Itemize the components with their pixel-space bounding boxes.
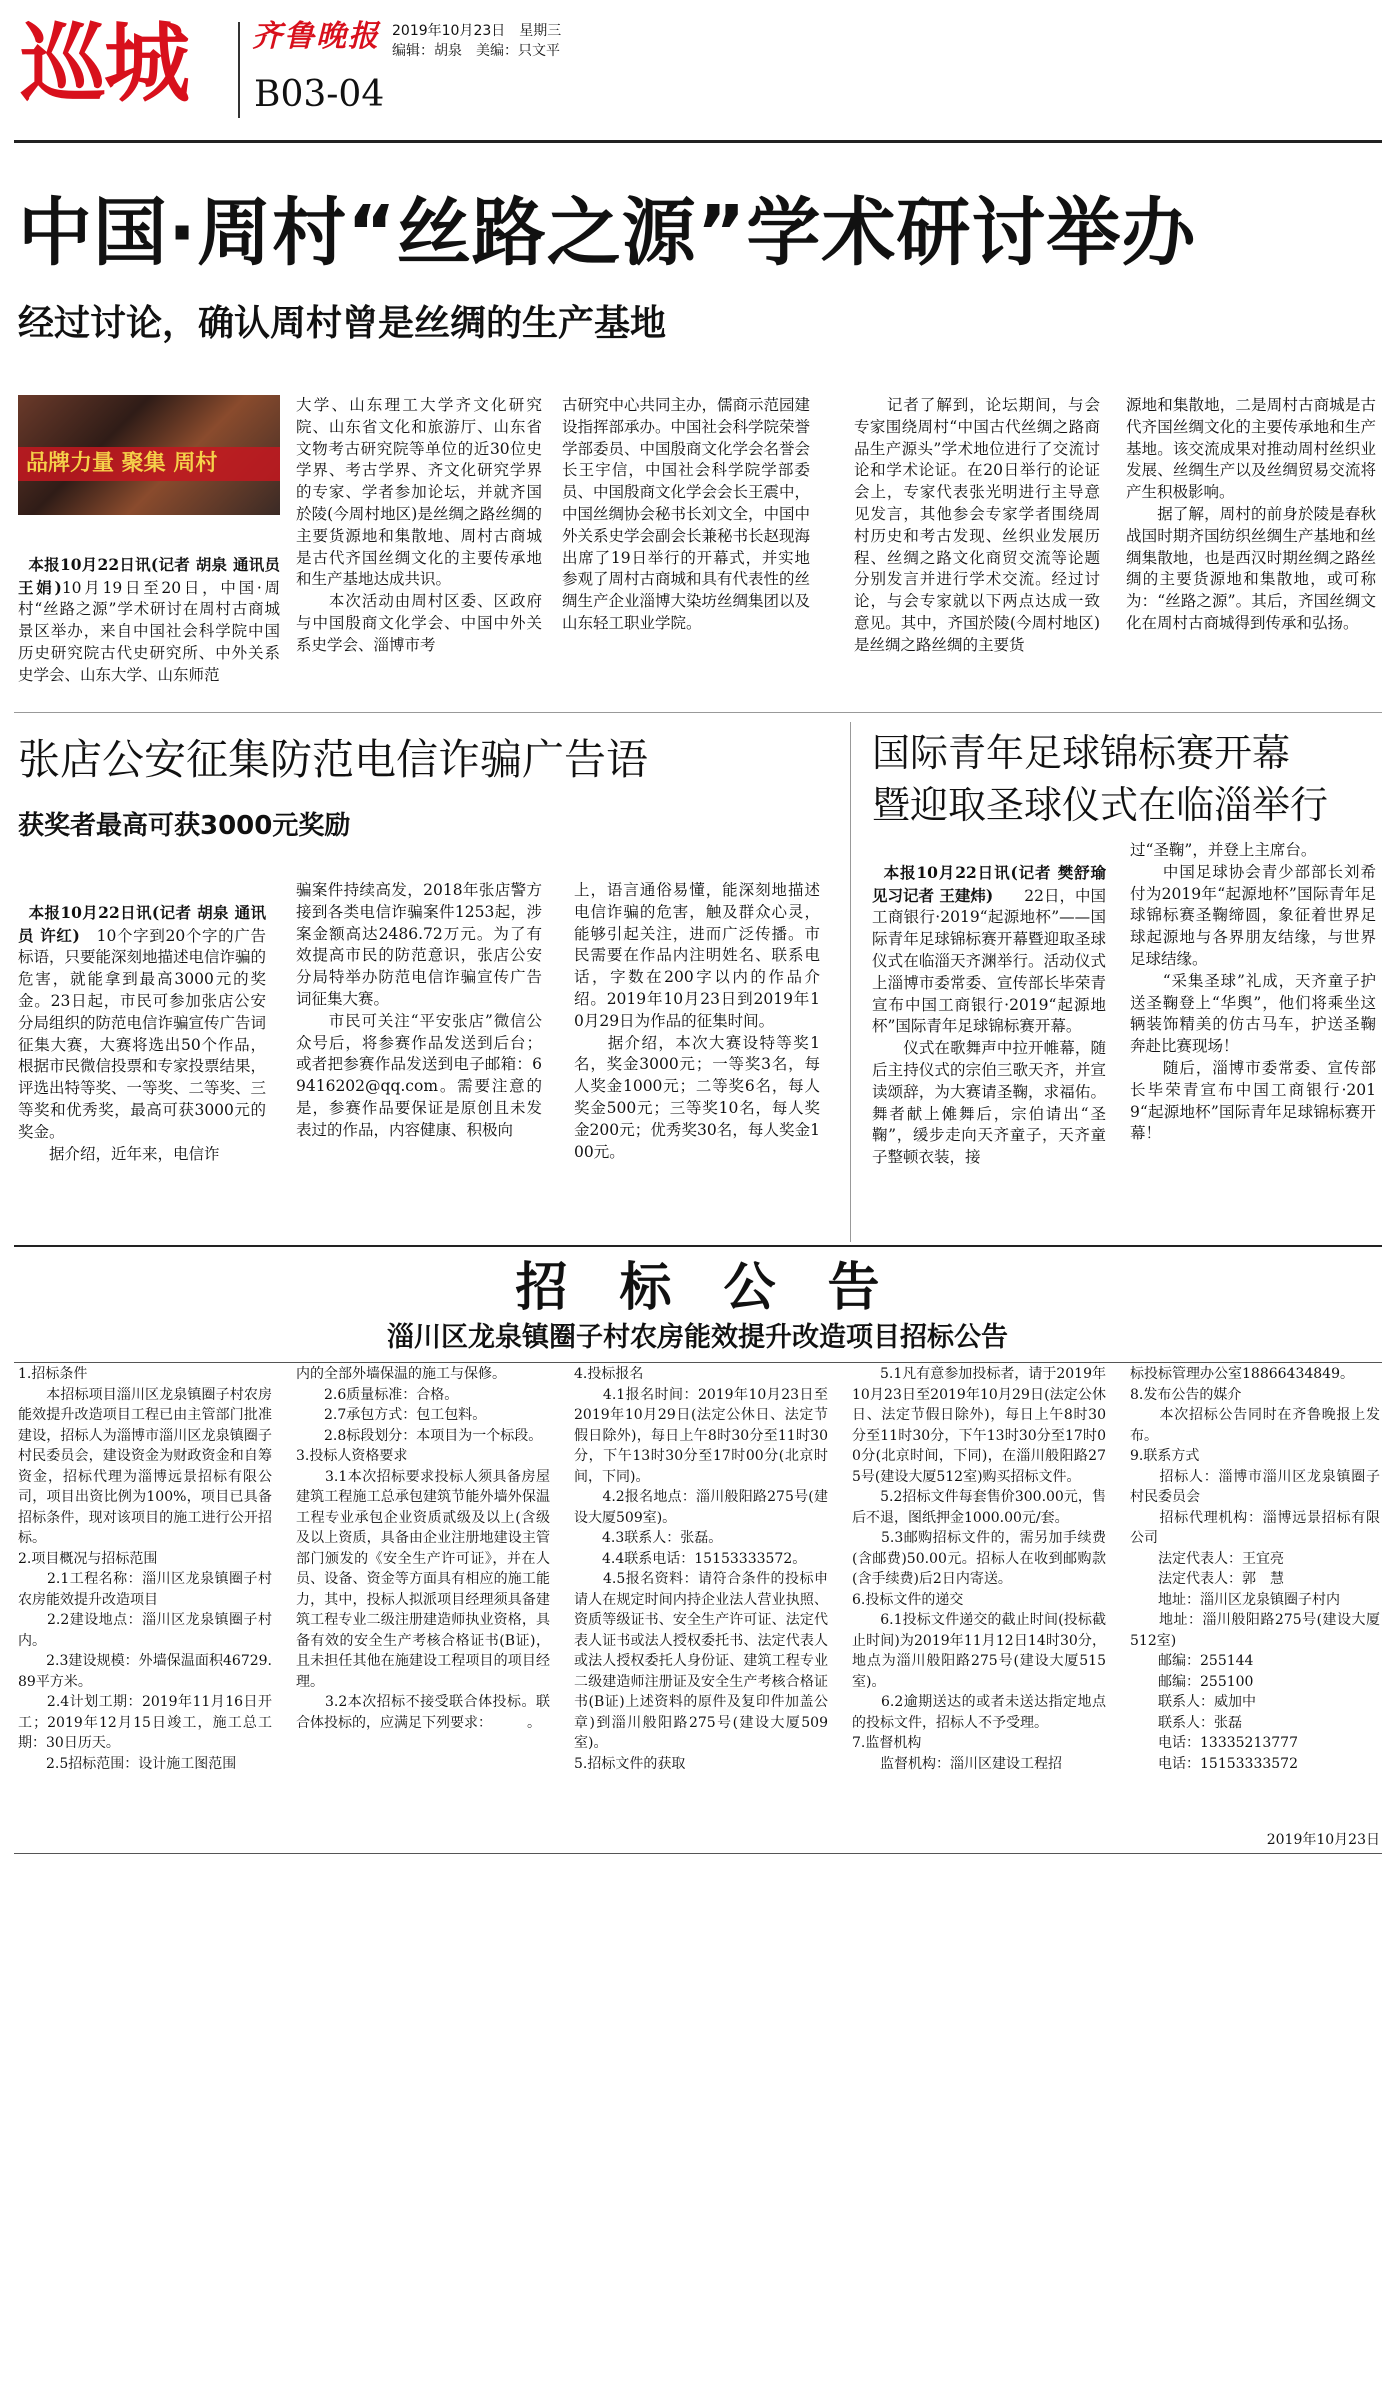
masthead — [0, 0, 1395, 140]
section-title: 巡城 — [20, 14, 188, 114]
tender-column-5: 标投标管理办公室18866434849。 8.发布公告的媒介 本次招标公告同时在齐鲁晚报上发布。 9.联系方式 招标人：淄博市淄川区龙泉镇圈子村民委员会 招标代理机构：淄博远景招标有限公司 法定代表人：王宜亮 法定代表人：郭 慧 地址：淄川区龙泉镇圈子村内 地址：淄川般阳路275号(建设大厦512室) 邮编：255144 邮编：255100 联系人：威加中 联系人：张磊 电话：13335213777 电话：15153333572 — [1130, 1366, 1380, 1772]
tender-column-4: 5.1凡有意参加投标者，请于2019年10月23日至2019年10月29日(法定公休日、法定节假日除外)，每日上午8时30分至11时30分，下午13时30分至17时00分(北京时间，下同)，在淄川般阳路275号(建设大厦512室)购买招标文件。 5.2招标文件每套售价300.00元，售后不退，图纸押金1000.00元/套。 5.3邮购招标文件的，需另加手续费(含邮费)50.00元。招标人在收到邮购款(含手续费)后2日内寄送。 6.投标文件的递交 6.1投标文件递交的截止时间(投标截止时间)为2019年11月12日14时30分，地点为淄川般阳路275号(建设大厦515室)。 6.2逾期送达的或者未送达指定地点的投标文件，招标人不予受理。 7.监督机构 监督机构：淄川区建设工程招 — [852, 1366, 1106, 1772]
article3-byline: 本报10月22日讯(记者 樊舒瑜 见习记者 王建炜) — [872, 862, 1112, 905]
article2-column-3: 上，语言通俗易懂，能深刻地描述电信诈骗的危害，触及群众心灵，能够引起关注，进而广泛传播。市民需要在作品内注明姓名、联系电话，字数在200字以内的作品介绍。2019年10月23日到2019年10月29日为作品的征集时间。 据介绍，本次大赛设特等奖1名，奖金3000元；一等奖3名，每人奖金1000元；二等奖6名，每人奖金500元；三等奖10名，每人奖金200元；优秀奖30名，每人奖金100元。 — [574, 881, 820, 1161]
tender-bottom-rule — [14, 1853, 1382, 1854]
article3-column-2: 过“圣鞠”，并登上主席台。 中国足球协会青少部部长刘希付为2019年“起源地杯”国际青年足球锦标赛圣鞠缔圆，象征着世界足球起源地与各界朋友结缘，与世界足球结缘。 “采集圣球”礼成，天齐童子护送圣鞠登上“华舆”，他们将乘坐这辆装饰精美的仿古马车，护送圣鞠奔赴比赛现场！ 随后，淄博市委常委、宣传部长毕荣青宣布中国工商银行·2019“起源地杯”国际青年足球锦标赛开幕！ — [1130, 841, 1376, 1143]
article1-column-1 — [18, 532, 286, 687]
article-separator — [850, 722, 851, 1242]
article3-column-1 — [872, 840, 1112, 1169]
article1-headline: 中国·周村“丝路之源”学术研讨举办 — [18, 190, 1197, 276]
article1-column-5: 源地和集散地，二是周村古商城是古代齐国丝绸文化的主要传承地和生产基地。该交流成果对推动周村丝织业发展、丝绸生产以及丝绸贸易交流将产生积极影响。 据了解，周村的前身於陵是春秋战国时期齐国纺织丝绸生产基地和丝绸集散地，也是西汉时期丝绸之路丝绸的主要货源地和集散地，或可称为：“丝路之源”。其后，齐国丝绸文化在周村古商城得到传承和弘扬。 — [1126, 396, 1376, 632]
masthead-divider — [238, 22, 240, 118]
tender-column-3: 4.投标报名 4.1报名时间：2019年10月23日至2019年10月29日(法定公休日、法定节假日除外)，每日上午8时30分至11时30分，下午13时30分至17时00分(北京时间，下同)。 4.2报名地点：淄川般阳路275号(建设大厦509室)。 4.3联系人：张磊。 4.4联系电话：15153333572。 4.5报名资料：请符合条件的投标申请人在规定时间内持企业法人营业执照、资质等级证书、安全生产许可证、法定代表人证书或法人授权委托书、法定代表人或法人授权委托人身份证、建筑工程专业二级建造师注册证及安全生产考核合格证书(B证)上述资料的原件及复印件加盖公章)到淄川般阳路275号(建设大厦509室)。 5.招标文件的获取 — [574, 1366, 828, 1772]
tender-subtitle: 淄川区龙泉镇圈子村农房能效提升改造项目招标公告 — [387, 1322, 1008, 1353]
tender-column-2: 内的全部外墙保温的施工与保修。 2.6质量标准：合格。 2.7承包方式：包工包料。 2.8标段划分：本项目为一个标段。 3.投标人资格要求 3.1本次招标要求投标人须具备房屋建筑工程施工总承包建筑节能外墙外保温工程专业承包企业资质贰级及以上(含级及以上资质，具备由企业注册地建设主管部门颁发的《安全生产许可证》，并在人员、设备、资金等方面具有相应的施工能力，其中，投标人拟派项目经理须具备建筑工程专业二级注册建造师执业资格，具备有效的安全生产考核合格证书(B证)，且未担任其他在施建设工程项目的项目经理。 3.2本次招标不接受联合体投标。联合体投标的，应满足下列要求： 。 — [296, 1366, 550, 1731]
article1-subhead: 经过讨论，确认周村曾是丝绸的生产基地 — [18, 303, 667, 344]
article1-column-2: 大学、山东理工大学齐文化研究院、山东省文化和旅游厅、山东省文物考古研究院等单位的近30位史学界、考古学界、齐文化研究学界的专家、学者参加论坛，并就齐国於陵(今周村地区)是丝绸之路丝绸的主要货源地和集散地、周村古商城是古代齐国丝绸文化的主要传承地和生产基地达成共识。 本次活动由周村区委、区政府与中国殷商文化学会、中国中外关系史学会、淄博市考 — [296, 396, 542, 654]
article2-column-2: 骗案件持续高发，2018年张店警方接到各类电信诈骗案件1253起，涉案金额高达2486.72万元。为了有效提高市民的防范意识，张店公安分局特举办防范电信诈骗宣传广告词征集大赛。 市民可关注“平安张店”微信公众号后，将参赛作品发送到后台；或者把参赛作品发送到电子邮箱：69416202@qq.com。需要注意的是，参赛作品要保证是原创且未发表过的作品，内容健康、积极向 — [296, 881, 542, 1139]
article2-col1-text: 10个字到20个字的广告标语，只要能深刻地描述电信诈骗的危害，就能拿到最高3000元的奖金。23日起，市民可参加张店公安分局组织的防范电信诈骗宣传广告词征集大赛，大赛将选出50个作品，根据市民微信投票和专家投票结果，评选出特等奖、一等奖、二等奖、三等奖和优秀奖，最高可获3000元的奖金。 据介绍，近年来，电信诈 — [18, 926, 267, 1163]
article3-headline-line2: 暨迎取圣球仪式在临淄举行 — [872, 783, 1329, 827]
article3-col1-text: 22日，中国工商银行·2019“起源地杯”——国际青年足球锦标赛开幕暨迎取圣球仪式在临淄天齐渊举行。活动仪式上淄博市委常委、宣传部长毕荣青宣布中国工商银行·2019“起源地杯”国际青年足球锦标赛开幕。 仪式在歌舞声中拉开帷幕，随后主持仪式的宗伯三歌天齐，并宣读颂辞，为大赛请圣鞠，求福佑。舞者献上傩舞后，宗伯请出“圣鞠”，缓步走向天齐童子，天齐童子整顿衣装，接 — [872, 886, 1106, 1167]
newspaper-logo: 齐鲁晚报 — [252, 19, 380, 54]
article1-col1-text: 10月19日至20日，中国·周村“丝路之源”学术研讨在周村古商城景区举办，来自中国社会科学院中国历史研究院古代史研究所、中外关系史学会、山东大学、山东师范 — [18, 578, 280, 684]
masthead-rule — [14, 140, 1382, 143]
article2-byline: 本报10月22日讯(记者 胡泉 通讯员 许红) — [18, 902, 266, 945]
tender-date: 2019年10月23日 — [1266, 1832, 1380, 1848]
tender-top-rule — [14, 1362, 1382, 1363]
article1-photo — [18, 395, 280, 515]
article1-column-4: 记者了解到，论坛期间，与会专家围绕周村“中国古代丝绸之路商品生产源头”学术地位进行了交流讨论和学术论证。在20日举行的论证会上，专家代表张光明进行主导意见发言，其他参会专家学者围绕周村历史和考古发现、丝织业发展历程、丝绸之路文化商贸交流等论题分别发言并进行学术交流。经过讨论，与会专家就以下两点达成一致意见。其中，齐国於陵(今周村地区)是丝绸之路丝绸的主要货 — [854, 396, 1100, 654]
page-number: B03-04 — [254, 74, 385, 115]
tender-column-1: 1.招标条件 本招标项目淄川区龙泉镇圈子村农房能效提升改造项目工程已由主管部门批准建设，招标人为淄博市淄川区龙泉镇圈子村民委员会，建设资金为财政资金和自筹资金，招标代理为淄博远景招标有限公司，项目出资比例为100%，项目已具备招标条件，现对该项目的施工进行公开招标。 2.项目概况与招标范围 2.1工程名称：淄川区龙泉镇圈子村农房能效提升改造项目 2.2建设地点：淄川区龙泉镇圈子村内。 2.3建设规模：外墙保温面积46729.89平方米。 2.4计划工期：2019年11月16日开工；2019年12月15日竣工，施工总工期：30日历天。 2.5招标范围：设计施工图范围 — [18, 1366, 272, 1772]
article2-headline: 张店公安征集防范电信诈骗广告语 — [18, 735, 649, 784]
section-rule — [14, 1245, 1382, 1247]
article3-headline-line1: 国际青年足球锦标赛开幕 — [872, 731, 1291, 775]
article1-byline: 本报10月22日讯(记者 胡泉 通讯员 王娟) — [18, 554, 286, 597]
article2-column-1 — [18, 880, 266, 1165]
article1-column-3: 古研究中心共同主办，儒商示范园建设指挥部承办。中国社会科学院荣誉学部委员、中国殷商文化学会名誉会长王宇信，中国社会科学院学部委员、中国殷商文化学会会长王震中，中国丝绸协会秘书长刘文全，中国中外关系史学会副会长兼秘书长赵现海出席了19日举行的开幕式，并实地参观了周村古商城和具有代表性的丝绸生产企业淄博大染坊丝绸集团以及山东轻工职业学院。 — [562, 396, 811, 632]
issue-date: 2019年10月23日 星期三 — [392, 23, 562, 39]
article1-bottom-rule — [14, 712, 1382, 713]
editor-credit: 编辑：胡泉 美编：只文平 — [392, 43, 560, 59]
photo-caption: 品牌力量 聚集 周村 — [26, 451, 218, 476]
tender-title: 招 标 公 告 — [515, 1257, 880, 1318]
article2-subhead: 获奖者最高可获3000元奖励 — [18, 811, 351, 841]
